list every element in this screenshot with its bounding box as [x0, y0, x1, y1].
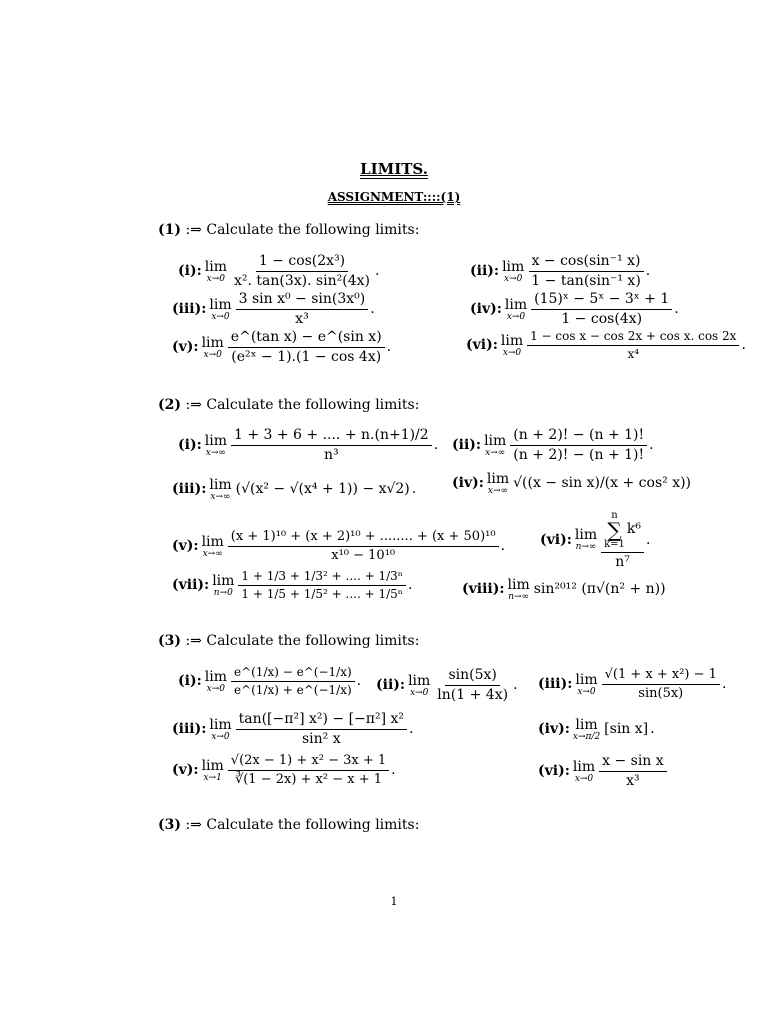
s1-item-ii: (ii): lim x→0 $\frac{\text{x − cos(sin⁻¹ x)}}{\text{1 − tan(sin⁻¹ x)}}$ .: [470, 253, 651, 290]
s3-item-iii-a: (iii): lim x→0 $\frac{\text{√(1 + x + x²) − 1}}{\sin(5x)}$ .: [538, 667, 727, 702]
s2-item-v: (v): lim x→∞ $\frac{\text{(x + 1)¹⁰ + (x + 2)¹⁰ + ........ + (x + 50)¹⁰}}{\text{x¹⁰ − 10¹⁰}}$ .: [172, 529, 506, 564]
s3-item-iv: (iv): lim x→π/2 [sin x] .: [538, 717, 655, 742]
s3-item-i: (i): lim x→0 $\frac{e\^{}(1/x) - e\^{}(-1/x)}{e\^{}(1/x) + e\^{}(-1/x)}$ .: [178, 665, 362, 698]
assignment-subtitle: ASSIGNMENT::::(1): [327, 190, 461, 204]
s2-item-vii: (vii): lim n→0 $\frac{\text{1 + 1/3 + 1/3² + .... + 1/3ⁿ}}{\text{1 + 1/5 + 1/5² + .... + 1/5ⁿ}}$ .: [172, 569, 413, 602]
page-number: 1: [390, 895, 398, 908]
s1-item-v: (v): lim x→0 $\frac{\text{e\textasciicircum{}(tan x) − e\textasciicircum{}(sin x)}}{\text{(e²ˣ − 1).(1 − cos 4x)}}$ .: [172, 329, 392, 366]
s2-item-ii: (ii): lim x→∞ $\frac{(n + 2)! - (n + 1)!}{(n + 2)! - (n + 1)!}$ .: [452, 427, 654, 464]
s2-item-i: (i): lim x→∞ $\frac{1 + 3 + 6 + .... + n.(n+1)/2}{\text{n³}}$ .: [178, 427, 439, 464]
s2-item-iv: (iv): lim x→∞ √((x − sin x)/(x + cos² x)): [452, 471, 692, 496]
s3-item-vi: (vi): lim x→0 $\frac{\text{x − sin x}}{\text{x³}}$: [538, 754, 667, 790]
section-2-heading: (2) :⇒ Calculate the following limits:: [158, 397, 420, 413]
s2-item-iii: (iii): lim x→∞ (√(x² − √(x⁴ + 1)) − x√2) .: [172, 477, 417, 502]
section-1-heading: (1) :⇒ Calculate the following limits:: [158, 222, 420, 238]
s1-item-iv: (iv): lim x→0 $\frac{\text{(15)ˣ − 5ˣ − 3ˣ + 1}}{1 - \cos(4x)}$ .: [470, 291, 679, 328]
s3-item-iii-b: (iii): lim x→0 $\frac{\text{tan([−π²] x²) − [−π²] x²}}{\text{sin² x}}$ .: [172, 711, 414, 748]
section-3b-heading: (3) :⇒ Calculate the following limits:: [158, 817, 420, 833]
s2-item-vi: (vi): lim n→∞ n ∑ k=1 k⁶ n⁷ .: [540, 510, 651, 570]
s3-item-v: (v): lim x→1 $\frac{\text{√(2x − 1) + x² − 3x + 1}}{\text{∛(1 − 2x) + x² − x + 1}}$ .: [172, 753, 396, 788]
s3-item-ii: (ii): lim x→0 $\frac{\sin(5x)}{\ln(1 + 4x)}$ .: [376, 667, 518, 704]
s1-item-iii: (iii): lim x→0 $\frac{\text{3 sin x⁰ − sin(3x⁰)}}{\text{x³}}$ .: [172, 291, 375, 328]
page-title: LIMITS.: [360, 160, 428, 178]
s1-item-vi: (vi): lim x→0 $\frac{\text{1 − cos x − cos 2x + cos x. cos 2x}}{\text{x⁴}}$ .: [466, 329, 746, 362]
section-3-heading: (3) :⇒ Calculate the following limits:: [158, 633, 420, 649]
s1-item-i: (i): lim x→0 $\frac{\text{1 − cos(2x³)}}{\text{x². tan(3x). sin²(4x)}}$ .: [178, 253, 380, 290]
s2-item-viii: (viii): lim n→∞ sin²⁰¹² (π√(n² + n)): [462, 577, 666, 602]
